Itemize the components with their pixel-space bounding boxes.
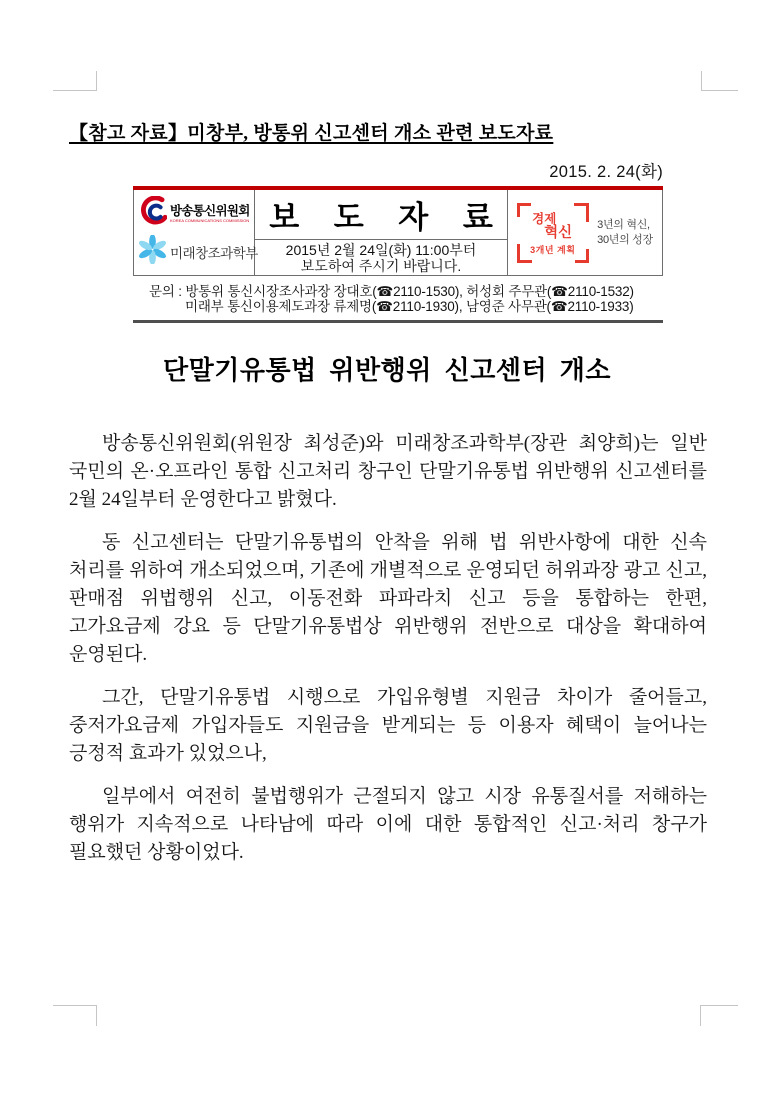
kcc-org-subtitle: KOREA COMMUNICATIONS COMMISSION (170, 218, 250, 224)
badge-bracket-icon (575, 249, 589, 263)
badge-cell (508, 190, 662, 275)
badge-word-3: 3개년 계획 (530, 244, 576, 255)
embargo-note (255, 239, 507, 275)
kcc-logo-icon (138, 196, 167, 230)
doc-type-title: 보 도 자 료 (269, 200, 506, 235)
paragraph: 방송통신위원회(위원장 최성준)와 미래창조과학부(장관 최양희)는 일반 국민의 온·오프라인 통합 신고처리 창구인 단말기유통법 위반행위 신고센터를 2월 24일부터 운영한다고 밝혔다. (69, 433, 707, 510)
economy-innovation-badge (517, 203, 589, 263)
contact-line-2: 미래부 통신이용제도과장 류제명(☎2110-1930), 남영준 사무관(☎2110-1933) (185, 299, 634, 314)
badge-taglines (597, 218, 653, 248)
contact-line-1: 문의 : 방통위 통신시장조사과장 장대호(☎2110-1530), 허성회 주무관(☎2110-1532) (149, 284, 634, 299)
header-table (133, 190, 663, 276)
kcc-org-row (138, 196, 252, 230)
badge-word-1: 경제 (532, 211, 557, 226)
msip-org-row (138, 235, 258, 269)
paragraph: 일부에서 여전히 불법행위가 근절되지 않고 시장 유통질서를 저해하는 행위가 지속적으로 나타남에 따라 이에 대한 통합적인 신고·처리 창구가 필요했던 상황이었다. (69, 786, 707, 863)
contact-info (133, 284, 663, 314)
crop-mark-bottom-right (700, 1005, 738, 1026)
kcc-org-name: 방송통신위원회 (170, 203, 250, 218)
paragraph: 그간, 단말기유통법 시행으로 가입유형별 지원금 차이가 줄어들고, 중저가요금제 가입자들도 지원금을 받게되는 등 이용자 혜택이 늘어나는 긍정적 효과가 있었으나, (69, 687, 707, 764)
doc-type-cell (255, 190, 508, 275)
reference-title: 【참고 자료】미창부, 방통위 신고센터 개소 관련 보도자료 (69, 123, 554, 144)
body-paragraphs (69, 430, 707, 882)
badge-word-2: 혁신 (544, 224, 573, 241)
main-title: 단말기유통법 위반행위 신고센터 개소 (162, 355, 612, 385)
section-divider-rule (133, 320, 663, 323)
badge-tagline-2: 30년의 성장 (597, 233, 653, 246)
embargo-line-1: 2015년 2월 24일(화) 11:00부터 (285, 242, 477, 258)
badge-tagline-1: 3년의 혁신, (597, 218, 650, 231)
crop-mark-top-right (701, 71, 738, 91)
badge-bracket-icon (517, 203, 531, 217)
crop-mark-bottom-left (53, 1005, 97, 1026)
press-release-header (133, 186, 663, 276)
badge-bracket-icon (574, 203, 589, 222)
crop-mark-top-left (53, 71, 97, 91)
msip-org-name: 미래창조과학부 (170, 246, 258, 262)
release-date: 2015. 2. 24(화) (549, 163, 663, 181)
embargo-line-2: 보도하여 주시기 바랍니다. (300, 258, 462, 274)
paragraph: 동 신고센터는 단말기유통법의 안착을 위해 법 위반사항에 대한 신속 처리를 위하여 개소되었으며, 기존에 개별적으로 운영되던 허위과장 광고 신고, 판매점 위법행위 신고, 이동전화 파파라치 신고 등을 통합하는 한편, 고가요금제 강요 등 단말기유통법상 위반행위 전반으로 대상을 확대하여 운영된다. (69, 532, 707, 665)
organizations-cell (134, 190, 258, 275)
msip-logo-icon (138, 235, 167, 269)
